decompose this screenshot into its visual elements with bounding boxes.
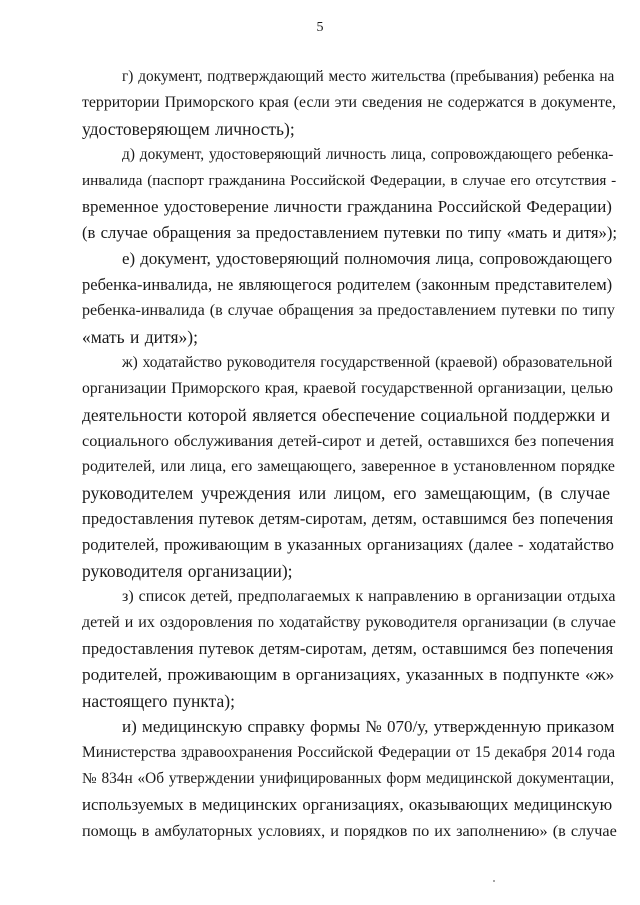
paragraph	[82, 246, 615, 350]
text-line: территории Приморского края (если эти сведения не содержатся в документе,	[82, 94, 616, 111]
text-line: используемых в медицинских организациях, оказывающих медицинскую	[82, 795, 613, 814]
scan-speck	[493, 880, 495, 882]
text-line: деятельности которой является обеспечение социальной поддержки и	[82, 405, 610, 425]
text-line: родителей, или лица, его замещающего, заверенное в установленном порядке	[82, 458, 615, 475]
text-line: № 834н «Об утверждении унифицированных форм медицинской документации,	[82, 770, 615, 787]
text-line: предоставления путевок детям-сиротам, детям, оставшимся без попечения	[82, 639, 614, 658]
text-line: «мать и дитя»);	[82, 327, 198, 347]
text-line: Министерства здравоохранения Российской Федерации от 15 декабря 2014 года	[82, 744, 616, 761]
text-line: и) медицинскую справку формы № 070/у, утвержденную приказом	[122, 717, 615, 736]
text-line: настоящего пункта);	[82, 691, 235, 711]
text-line: е) документ, удостоверяющий полномочия лица, сопровождающего	[122, 249, 613, 268]
text-line: организации Приморского края, краевой государственной организации, целью	[82, 380, 613, 397]
text-line: г) документ, подтверждающий место жительства (пребывания) ребенка на	[122, 68, 615, 85]
text-line: помощь в амбулаторных условиях, и порядков по их заполнению» (в случае	[82, 822, 617, 840]
paragraph	[82, 142, 618, 246]
page-number: 5	[316, 20, 324, 35]
text-line: родителей, проживающим в организациях, указанных в подпункте «ж»	[82, 665, 615, 684]
text-line: родителей, проживающим в указанных организациях (далее - ходатайство	[82, 535, 614, 554]
text-line: д) документ, удостоверяющий личность лица, сопровождающего ребенка-	[122, 146, 614, 163]
paragraph	[82, 584, 616, 714]
paragraph	[82, 64, 616, 142]
text-line: з) список детей, предполагаемых к направлению в организации отдыха	[122, 588, 616, 605]
text-line: удостоверяющем личность);	[82, 119, 295, 139]
text-line: ребенка-инвалида, не являющегося родителем (законным представителем)	[82, 275, 613, 294]
text-line: (в случае обращения за предоставлением путевки по типу «мать и дитя»);	[82, 223, 618, 242]
text-line: руководителем учреждения или лицом, его замещающим, (в случае	[82, 483, 610, 503]
text-line: ребенка-инвалида (в случае обращения за предоставлением путевки по типу	[82, 302, 615, 319]
paragraph	[82, 350, 615, 584]
text-line: инвалида (паспорт гражданина Российской Федерации, в случае его отсутствия -	[82, 172, 617, 189]
paragraph	[82, 714, 617, 844]
text-line: предоставления путевок детям-сиротам, детям, оставшимся без попечения	[82, 509, 614, 528]
text-line: временное удостоверение личности гражданина Российской Федерации)	[82, 197, 612, 216]
text-line: социального обслуживания детей-сирот и детей, оставшихся без попечения	[82, 432, 614, 450]
text-line: ж) ходатайство руководителя государственной (краевой) образовательной	[122, 354, 613, 371]
text-line: детей и их оздоровления по ходатайству руководителя организации (в случае	[82, 614, 616, 631]
text-line: руководителя организации);	[82, 561, 293, 581]
document-body	[82, 64, 618, 844]
